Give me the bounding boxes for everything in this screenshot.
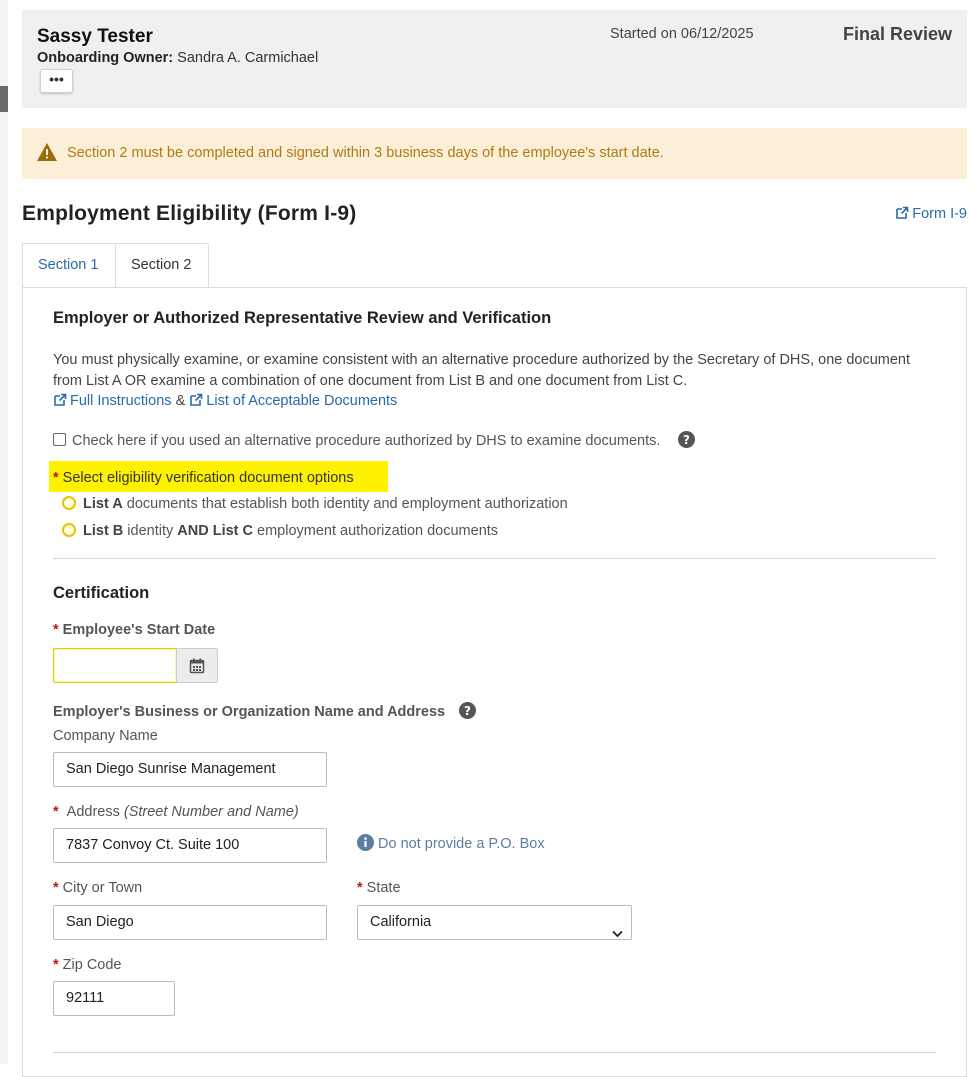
full-instructions-link[interactable]: Full Instructions bbox=[70, 393, 172, 409]
company-name-input[interactable]: San Diego Sunrise Management bbox=[53, 752, 327, 787]
business-address-label bbox=[53, 702, 476, 723]
required-marker: * bbox=[53, 880, 59, 896]
document-options-label bbox=[53, 470, 354, 486]
city-label-text: City or Town bbox=[62, 880, 143, 896]
list-a-text: documents that establish both identity and employment authorization bbox=[122, 496, 568, 512]
external-link-icon bbox=[189, 393, 203, 411]
po-box-note-text: Do not provide a P.O. Box bbox=[378, 836, 545, 852]
svg-text:?: ? bbox=[683, 433, 691, 447]
required-marker: * bbox=[357, 880, 363, 896]
owner-name: Sandra A. Carmichael bbox=[177, 50, 319, 66]
alt-procedure-label: Check here if you used an alternative procedure authorized by DHS to examine documents. bbox=[72, 433, 661, 449]
owner-label: Onboarding Owner: bbox=[37, 50, 174, 66]
zip-label-text: Zip Code bbox=[62, 957, 122, 973]
warning-icon bbox=[36, 142, 58, 166]
review-heading: Employer or Authorized Representative Review and Verification bbox=[53, 309, 552, 327]
document-options-text: Select eligibility verification document options bbox=[62, 470, 354, 486]
list-b-text: identity bbox=[123, 523, 178, 539]
started-date: Started on 06/12/2025 bbox=[610, 26, 754, 42]
employee-header-card bbox=[22, 10, 967, 108]
address-label-text: Address bbox=[66, 804, 120, 820]
list-b-bold: List B bbox=[83, 523, 124, 539]
start-date-label-text: Employee's Start Date bbox=[62, 622, 216, 638]
list-a-bold: List A bbox=[83, 496, 123, 512]
tab-section-2[interactable]: Section 2 bbox=[115, 243, 209, 288]
svg-text:?: ? bbox=[464, 704, 472, 718]
employee-name: Sassy Tester bbox=[37, 26, 153, 47]
link-separator: & bbox=[171, 393, 190, 409]
deadline-alert bbox=[22, 128, 967, 179]
alert-text: Section 2 must be completed and signed within 3 business days of the employee's start date. bbox=[67, 145, 664, 161]
city-input[interactable]: San Diego bbox=[53, 905, 327, 940]
required-marker: * bbox=[53, 622, 59, 638]
required-marker: * bbox=[53, 470, 59, 486]
state-label-text: State bbox=[366, 880, 401, 896]
review-description: You must physically examine, or examine consistent with an alternative procedure authorized by the Secretary of DHS, one document from List A OR examine a combination of one document from List B and one document from List C. bbox=[53, 352, 911, 389]
state-select-value: California bbox=[370, 914, 432, 930]
start-date-input[interactable] bbox=[53, 648, 177, 683]
calendar-icon bbox=[189, 658, 205, 674]
form-i9-link[interactable] bbox=[895, 206, 967, 224]
external-link-icon bbox=[53, 393, 67, 411]
bottom-divider bbox=[53, 1052, 936, 1053]
left-scroll-edge bbox=[0, 0, 8, 1064]
address-input[interactable]: 7837 Convoy Ct. Suite 100 bbox=[53, 828, 327, 863]
alt-procedure-row bbox=[53, 431, 695, 452]
state-label bbox=[357, 880, 401, 896]
left-edge-marker bbox=[0, 86, 8, 112]
list-a-radio[interactable] bbox=[62, 496, 76, 510]
acceptable-documents-link[interactable]: List of Acceptable Documents bbox=[206, 393, 398, 409]
required-marker: * bbox=[53, 957, 59, 973]
chevron-down-icon bbox=[612, 918, 623, 951]
section-divider bbox=[53, 558, 936, 559]
instruction-links bbox=[53, 393, 397, 411]
stage-label: Final Review bbox=[842, 24, 952, 44]
city-label bbox=[53, 880, 142, 896]
alt-procedure-checkbox[interactable] bbox=[53, 433, 66, 446]
section-2-panel bbox=[22, 287, 967, 1077]
list-b-c-radio[interactable] bbox=[62, 523, 76, 537]
list-c-text: employment authorization documents bbox=[253, 523, 499, 539]
list-c-bold: AND List C bbox=[177, 523, 254, 539]
address-hint: (Street Number and Name) bbox=[123, 804, 299, 820]
info-icon bbox=[357, 834, 374, 851]
po-box-note bbox=[357, 834, 545, 852]
page-title: Employment Eligibility (Form I-9) bbox=[22, 202, 357, 225]
tab-section-1[interactable]: Section 1 bbox=[22, 243, 116, 288]
external-link-icon bbox=[895, 206, 909, 224]
help-icon[interactable] bbox=[678, 431, 695, 452]
more-actions-button[interactable]: ••• bbox=[40, 69, 73, 93]
form-i9-link-label: Form I-9 bbox=[912, 206, 967, 222]
zip-label bbox=[53, 957, 122, 973]
start-date-label bbox=[53, 622, 215, 638]
company-name-label: Company Name bbox=[53, 728, 158, 744]
zip-input[interactable]: 92111 bbox=[53, 981, 175, 1016]
business-address-label-text: Employer's Business or Organization Name and Address bbox=[53, 704, 446, 720]
calendar-button[interactable] bbox=[176, 648, 218, 683]
option-list-b-c[interactable] bbox=[62, 523, 498, 539]
required-marker: * bbox=[53, 804, 59, 820]
certification-heading: Certification bbox=[53, 584, 150, 602]
option-list-a[interactable] bbox=[62, 496, 568, 512]
state-select[interactable] bbox=[357, 905, 632, 940]
address-label bbox=[53, 804, 299, 820]
help-icon[interactable] bbox=[459, 702, 476, 723]
onboarding-owner bbox=[37, 50, 318, 66]
